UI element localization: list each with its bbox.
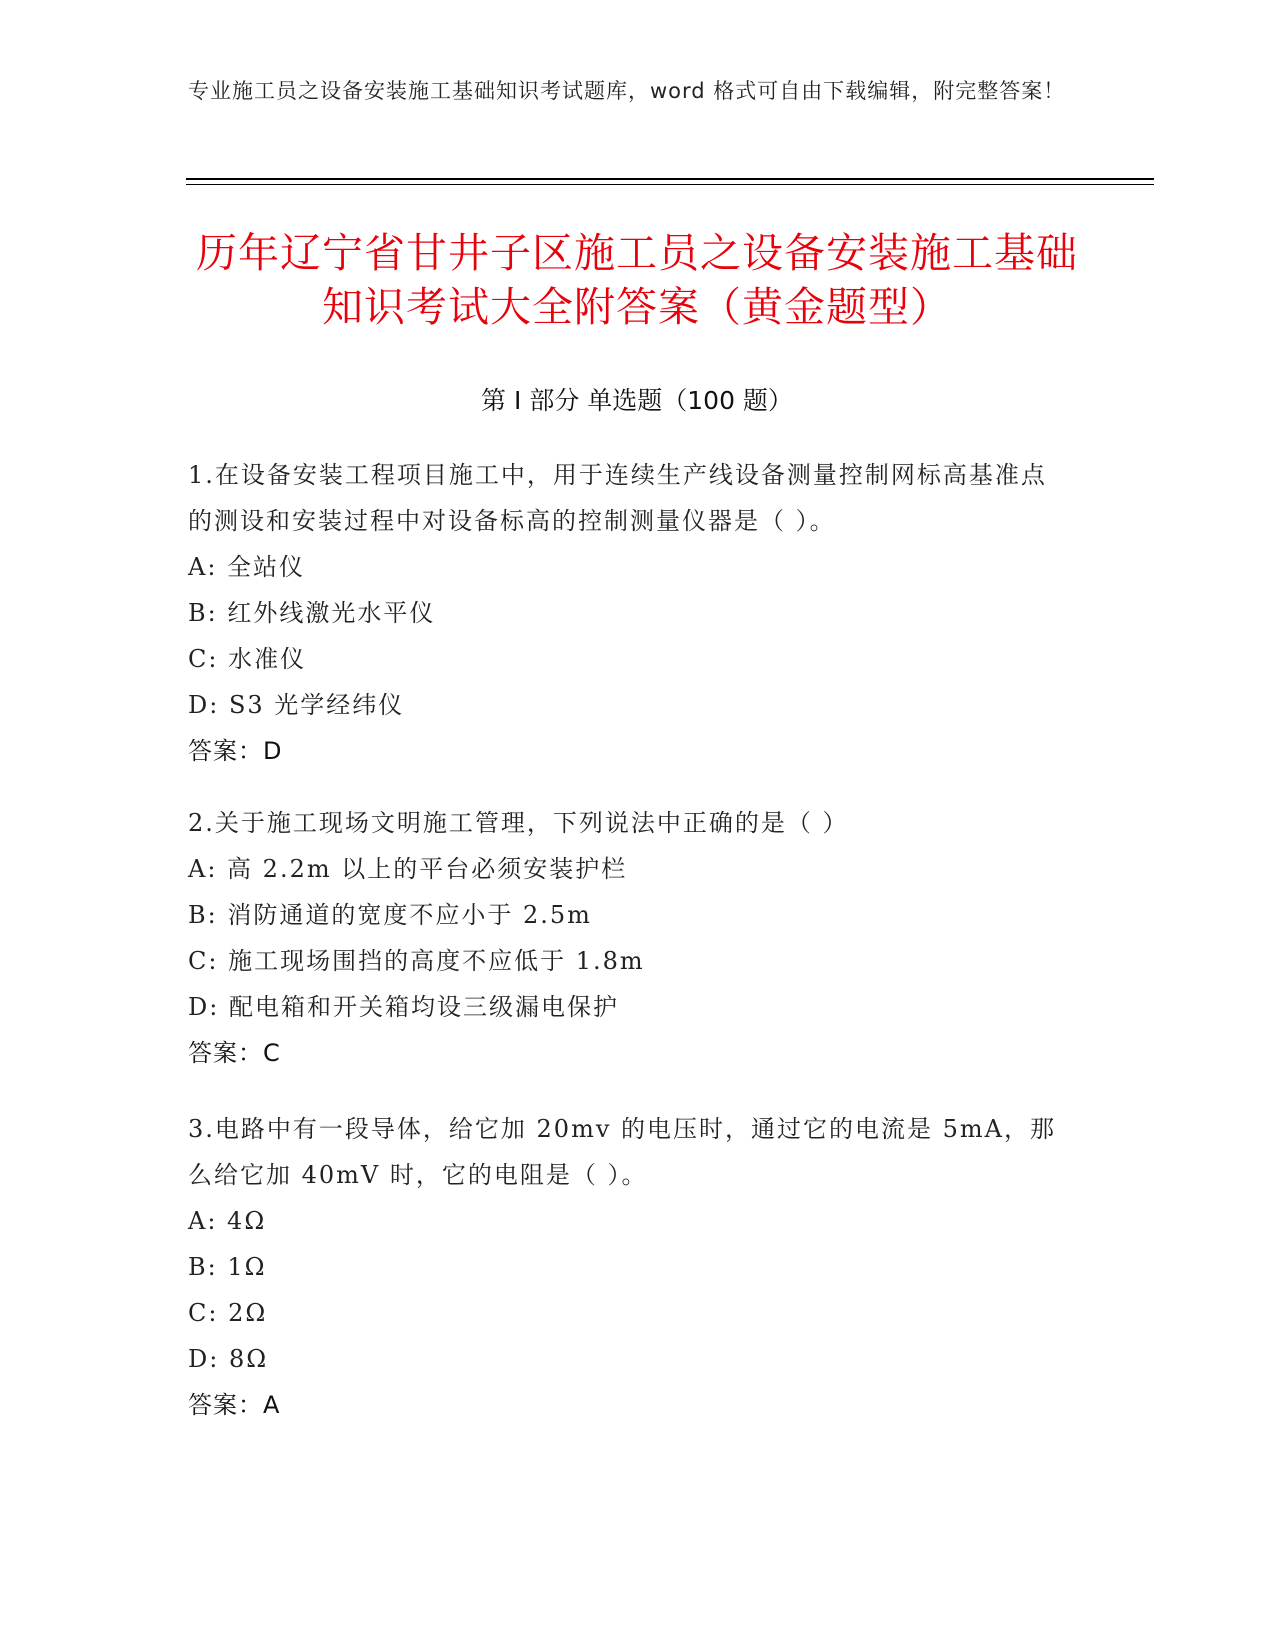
- option-d: D: 8Ω: [188, 1345, 269, 1373]
- document-title: 历年辽宁省甘井子区施工员之设备安装施工基础知识考试大全附答案（黄金题型）: [196, 229, 1078, 331]
- option-b: B: 消防通道的宽度不应小于 2.5m: [188, 901, 592, 929]
- option-c: C: 水准仪: [188, 645, 307, 673]
- question-3: [188, 1106, 1068, 1428]
- section-title: 第 I 部分 单选题（100 题）: [481, 386, 793, 415]
- option-a: A: 全站仪: [188, 553, 306, 581]
- option-c: C: 施工现场围挡的高度不应低于 1.8m: [188, 947, 645, 975]
- header-note: 专业施工员之设备安装施工基础知识考试题库，word 格式可自由下载编辑，附完整答案！: [188, 79, 1066, 103]
- answer: 答案：C: [188, 1039, 281, 1067]
- question-stem: 3.电路中有一段导体，给它加 20mv 的电压时，通过它的电流是 5mA，那么给它加 40mV 时，它的电阻是（ ）。: [188, 1115, 1056, 1189]
- header-divider-thin: [186, 184, 1154, 185]
- option-a: A: 高 2.2m 以上的平台必须安装护栏: [188, 855, 628, 883]
- option-d: D: S3 光学经纬仪: [188, 691, 405, 719]
- question-2: [188, 800, 1068, 1076]
- answer: 答案：A: [188, 1391, 281, 1419]
- question-1: [188, 452, 1068, 774]
- option-d: D: 配电箱和开关箱均设三级漏电保护: [188, 993, 619, 1021]
- option-b: B: 红外线激光水平仪: [188, 599, 436, 627]
- option-c: C: 2Ω: [188, 1299, 268, 1327]
- header-divider-thick: [186, 178, 1154, 180]
- option-a: A: 4Ω: [188, 1207, 267, 1235]
- answer: 答案：D: [188, 737, 283, 765]
- option-b: B: 1Ω: [188, 1253, 267, 1281]
- question-stem: 1.在设备安装工程项目施工中，用于连续生产线设备测量控制网标高基准点的测设和安装过程中对设备标高的控制测量仪器是（ ）。: [188, 461, 1047, 535]
- question-stem: 2.关于施工现场文明施工管理，下列说法中正确的是（ ）: [188, 809, 849, 837]
